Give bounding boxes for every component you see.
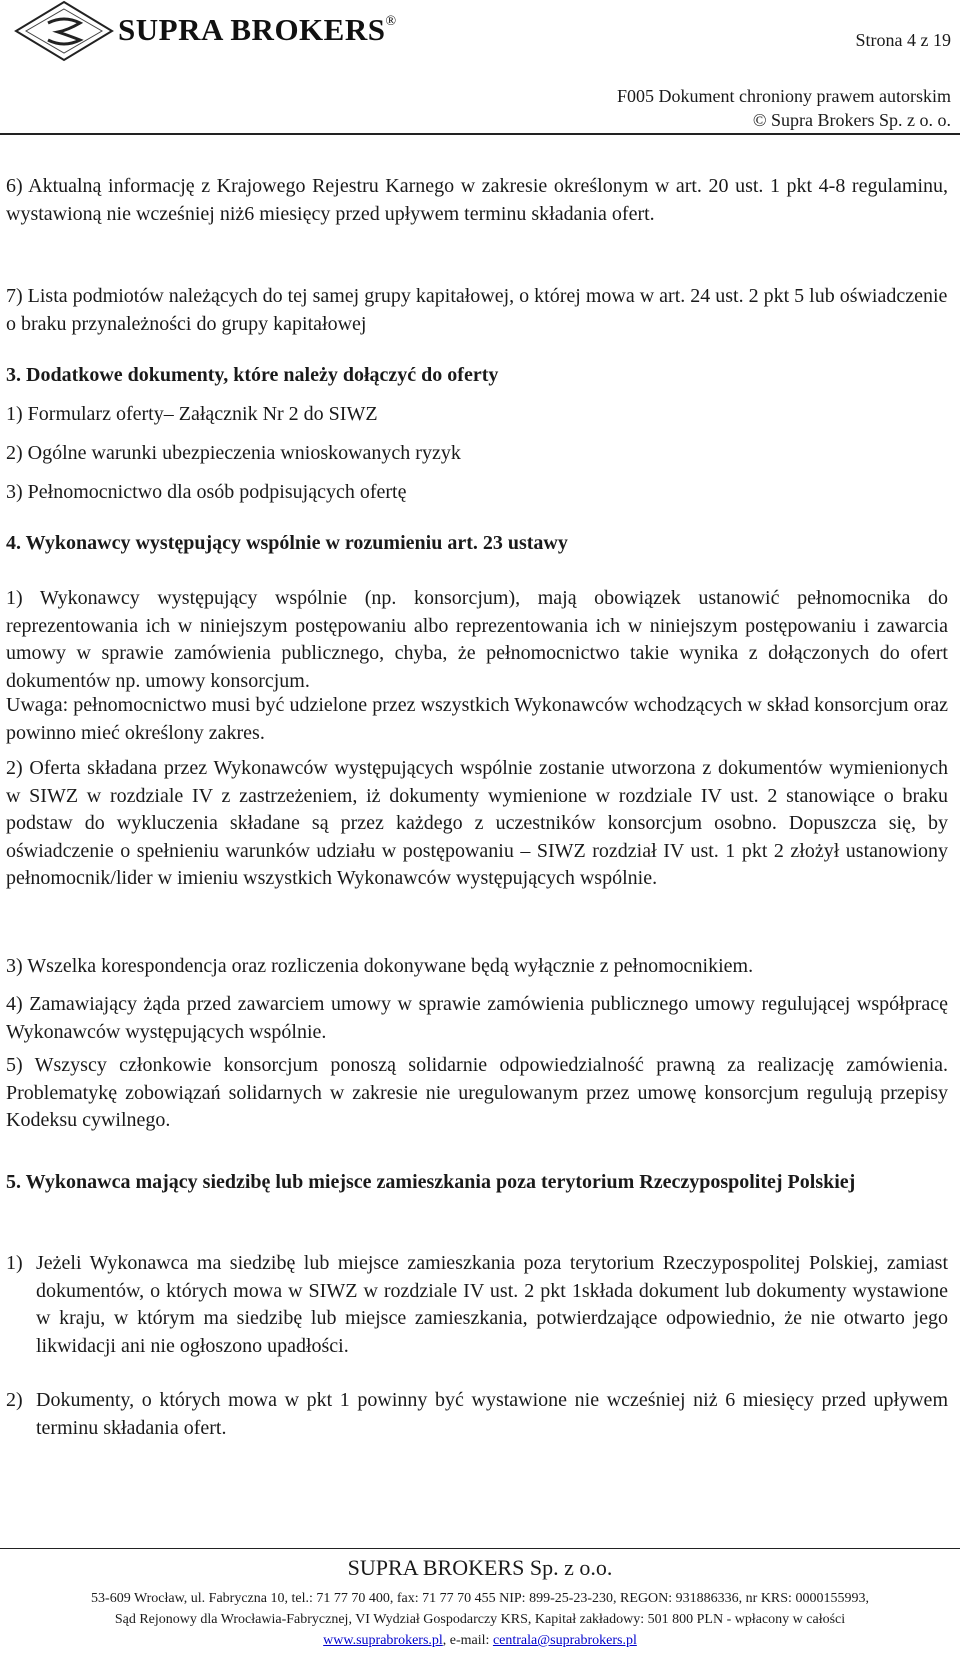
list-item: 2) Ogólne warunki ubezpieczenia wnioskowanych ryzyk: [6, 442, 461, 464]
list-item: 1) Formularz oferty– Załącznik Nr 2 do SIWZ: [6, 403, 378, 425]
email-link[interactable]: centrala@suprabrokers.pl: [492, 1633, 637, 1648]
list-item-text: Dokumenty, o których mowa w pkt 1 powinny być wystawione nie wcześniej niż 6 miesięcy przed upływem terminu składania ofert.: [36, 1389, 948, 1439]
section-4-point-4: 4) Zamawiający żąda przed zawarciem umowy w sprawie zamówienia publicznego umowy regulującej współpracę Wykonawców występujących wspólnie.: [6, 993, 948, 1043]
list-item: 3) Pełnomocnictwo dla osób podpisujących ofertę: [6, 481, 407, 503]
page-indicator: Strona 4 z 19: [855, 30, 951, 50]
supra-brokers-logo: [14, 0, 114, 62]
list-item-text: Jeżeli Wykonawca ma siedzibę lub miejsce zamieszkania poza terytorium Rzeczypospolitej Polskiej, zamiast dokumentów, o których mowa w SIWZ w rozdziale IV ust. 2 pkt 1składa dokument lub dokumenty wystawione w kraju, w którym ma siedzibę lub miejsce zamieszkania, potwierdzające odpowiednio, że nie otwarto jego likwidacji ani nie ogłoszono upadłości.: [36, 1252, 948, 1357]
footer-company-name: SUPRA BROKERS Sp. z o.o.: [347, 1555, 613, 1580]
section-5-heading: 5. Wykonawca mający siedzibę lub miejsce zamieszkania poza terytorium Rzeczypospolitej Polskiej: [6, 1171, 856, 1193]
footer-address: 53-609 Wrocław, ul. Fabryczna 10, tel.: 71 77 70 400, fax: 71 77 70 455 NIP: 899-25-23-230, REGON: 931886336, nr KRS: 0000155993,: [91, 1591, 869, 1606]
footer-contact: [0, 1633, 960, 1649]
header-divider: [0, 133, 960, 135]
section-4-point-2: 2) Oferta składana przez Wykonawców występujących wspólnie zostanie utworzona z dokumentów wymienionych w SIWZ w rozdziale IV z zastrzeżeniem, iż dokumenty wymienione w rozdziale IV ust. 2 stanowiące o braku podstaw do wykluczenia składane są przez każdego z uczestników konsorcjum osobno. Dopuszcza się, by oświadczenie o spełnieniu warunków udziału w postępowaniu – SIWZ rozdział IV ust. 1 pkt 2 złożył ustanowiony pełnomocnik/lider w imieniu wszystkich Wykonawców występujących wspólnie.: [6, 757, 948, 889]
paragraph-item-6: 6) Aktualną informację z Krajowego Rejestru Karnego w zakresie określonym w art. 20 ust. 1 pkt 4-8 regulaminu, wystawioną nie wcześniej niż6 miesięcy przed upływem terminu składania ofert.: [6, 175, 948, 225]
copyright-line: © Supra Brokers Sp. z o. o.: [752, 110, 951, 130]
section-4-point-3: 3) Wszelka korespondencja oraz rozliczenia dokonywane będą wyłącznie z pełnomocnikiem.: [6, 955, 754, 977]
section-4-point-1: 1) Wykonawcy występujący wspólnie (np. konsorcjum), mają obowiązek ustanowić pełnomocnika do reprezentowania ich w niniejszym postępowaniu albo reprezentowania ich w niniejszym postępowaniu i zawarcia umowy w sprawie zamówienia publicznego, chyba, że pełnomocnictwo takie wynika z dołączonych do ofert dokumentów np. umowy konsorcjum.: [6, 587, 948, 692]
website-link[interactable]: www.suprabrokers.pl: [323, 1633, 443, 1648]
document-code: F005 Dokument chroniony prawem autorskim: [617, 86, 951, 106]
brand-name: SUPRA BROKERS®: [118, 12, 397, 47]
registered-mark: ®: [385, 13, 397, 29]
email-label: , e-mail:: [442, 1633, 493, 1648]
list-item-number: 1): [6, 1252, 23, 1274]
list-item: [6, 1250, 948, 1360]
list-item: [6, 1387, 948, 1442]
section-4-note: Uwaga: pełnomocnictwo musi być udzielone przez wszystkich Wykonawców wchodzących w skład konsorcjum oraz powinno mieć określony zakres.: [6, 694, 948, 744]
paragraph-item-7: 7) Lista podmiotów należących do tej samej grupy kapitałowej, o której mowa w art. 24 ust. 2 pkt 5 lub oświadczenie o braku przynależności do grupy kapitałowej: [6, 285, 948, 335]
footer-court-info: Sąd Rejonowy dla Wrocławia-Fabrycznej, VI Wydział Gospodarczy KRS, Kapitał zakładowy: 501 800 PLN - wpłacony w całości: [114, 1612, 846, 1627]
list-item-number: 2): [6, 1389, 23, 1411]
footer-divider: [0, 1548, 960, 1549]
section-4-point-5: 5) Wszyscy członkowie konsorcjum ponoszą solidarnie odpowiedzialność prawną za realizację zamówienia. Problematykę zobowiązań solidarnych w zakresie nie uregulowanym przez umowę konsorcjum regulują przepisy Kodeksu cywilnego.: [6, 1054, 948, 1131]
section-3-heading: 3. Dodatkowe dokumenty, które należy dołączyć do oferty: [6, 364, 499, 386]
section-4-heading: 4. Wykonawcy występujący wspólnie w rozumieniu art. 23 ustawy: [6, 532, 568, 554]
